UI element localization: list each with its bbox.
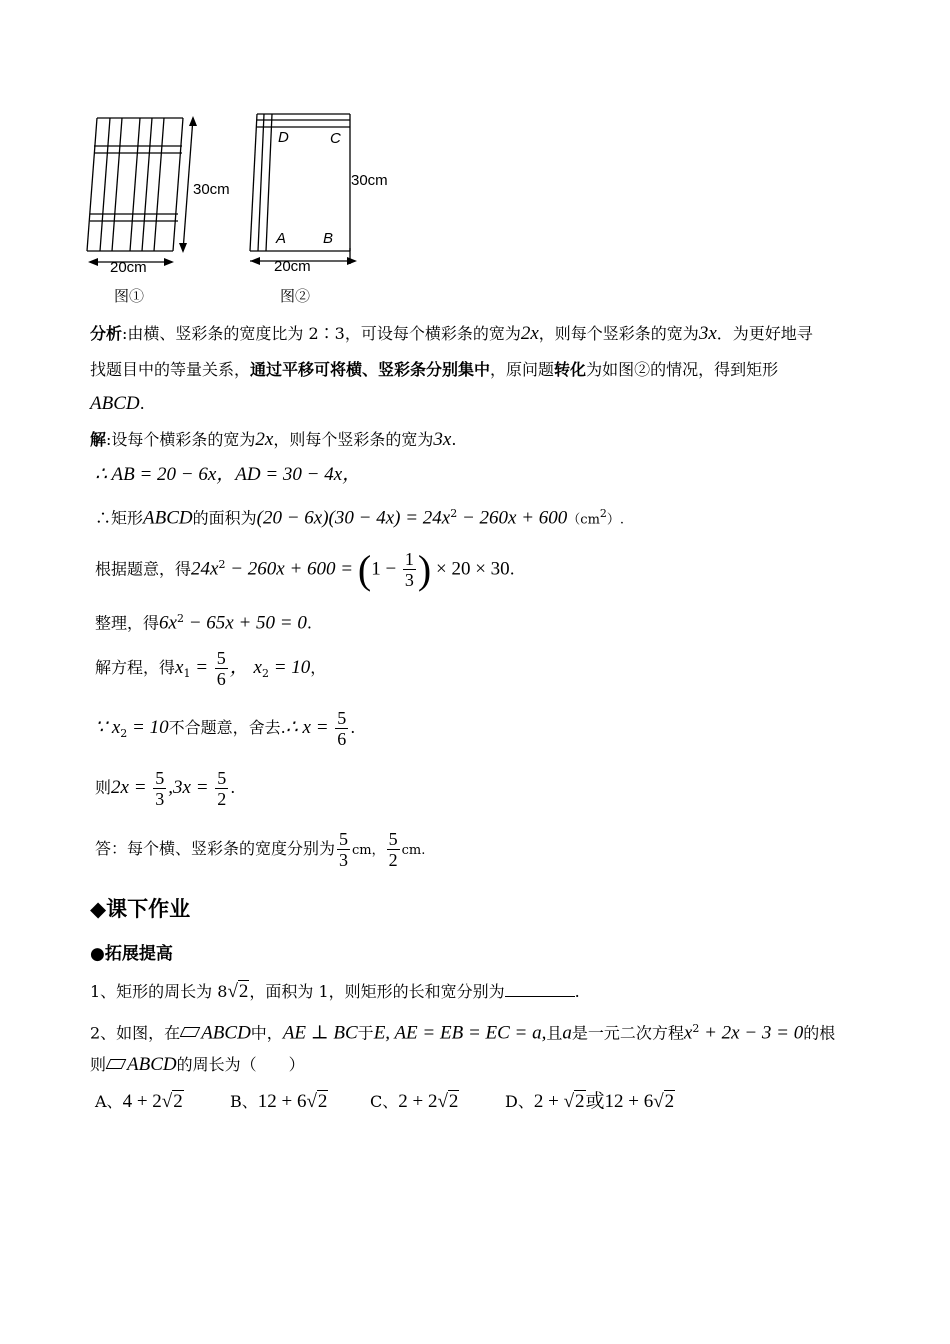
solution-line-1: 解:设每个横彩条的宽为2x，则每个竖彩条的宽为3x. [90, 429, 457, 450]
fraction-one-third: $\frac{1}{3}$ [404, 549, 414, 591]
vertex-d: D [278, 129, 289, 146]
figure-1 [80, 108, 250, 308]
section-subtitle: ●拓展提高 [90, 944, 173, 964]
solution-line-4: 根据题意，得$24x^2 - 260x + 600 = (1$ − $\frac{1}{3}$ ) × 20 × 30. [95, 546, 515, 592]
question-2: 2、如图，在 ABCD中，AE ⊥ BC于E, AE = EB = EC = a,且a是一元二次方程$x^2 + 2x - 3 = 0$的根 [90, 1022, 836, 1044]
option-b[interactable]: B、12 + 6√2 [230, 1091, 328, 1112]
fraction-five-sixths: $\frac{5}{6}$ [216, 648, 226, 689]
solution-answer: 答：每个横、竖彩条的宽度分别为 $\frac{5}{3}$ cm， $\frac{5}{2}$ cm. [95, 829, 426, 870]
fraction-five-halves: $\frac{5}{2}$ [217, 768, 227, 809]
analysis-label: 分析 [90, 324, 123, 343]
question-2-options [95, 1090, 675, 1114]
vertex-a: A [276, 230, 287, 247]
vertex-c: C [330, 130, 341, 147]
solution-line-8: 则2x = $\frac{5}{3}$ ,3x = $\frac{5}{2}$ . [95, 768, 236, 809]
parallelogram-icon [180, 1027, 201, 1037]
option-d[interactable]: D、2 + √2或12 + 6√2 [505, 1091, 675, 1112]
section-title: ◆课下作业 [90, 897, 191, 921]
sqrt-2: √2 [227, 981, 249, 1002]
fig1-height-label: 30cm [193, 181, 230, 198]
solution-line-2: ∴ AB = 20 − 6x，AD = 30 − 4x， [95, 464, 362, 485]
solution-line-3: ∴矩形ABCD的面积为$(20 - 6x)(30 - 4x) = 24x^2 - 260x + 600(cm^2)$. [95, 507, 625, 529]
question-2-cont: 则 ABCD的周长为（ ） [90, 1054, 305, 1075]
figure-2 [240, 108, 400, 278]
solution-line-7: ∵ $x_2 = 10$不合题意，舍去.∴ x = $\frac{5}{6}$ . [95, 708, 356, 749]
solution-line-5: 整理，得$6x^2 - 65x + 50 = 0$. [95, 612, 312, 634]
fraction-five-sixths-2: $\frac{5}{6}$ [337, 708, 347, 749]
fraction-five-thirds-2: $\frac{5}{3}$ [339, 829, 349, 870]
fig2-height-label: 30cm [351, 172, 388, 189]
option-a[interactable]: A、4 + 2√2 [95, 1091, 183, 1112]
question-1: 1、矩形的周长为 8√2，面积为 1，则矩形的长和宽分别为 . [90, 981, 580, 1002]
analysis-line-1: 分析:由横、竖彩条的宽度比为 2∶3，可设每个横彩条的宽为2x，则每个竖彩条的宽为3x．为更好地寻 [90, 323, 813, 344]
fraction-five-halves-2: $\frac{5}{2}$ [388, 829, 398, 870]
fig1-caption: 图① [114, 287, 145, 305]
option-c[interactable]: C、2 + 2√2 [370, 1091, 459, 1112]
analysis-line-3: ABCD. [90, 393, 145, 414]
solution-label: 解 [90, 430, 107, 449]
fraction-five-thirds: $\frac{5}{3}$ [155, 768, 165, 809]
fig1-width-label: 20cm [110, 259, 147, 276]
vertex-b: B [323, 230, 334, 247]
analysis-line-2: 找题目中的等量关系，通过平移可将横、竖彩条分别集中，原问题转化为如图②的情况，得到矩形 [90, 360, 779, 379]
parallelogram-icon-2 [106, 1059, 127, 1069]
fig2-width-label: 20cm [274, 258, 311, 275]
solution-line-6: 解方程，得$x_1$ = $\frac{5}{6}$ ， $x_2 = 10$， [95, 648, 327, 689]
answer-blank[interactable] [505, 982, 575, 997]
fig2-caption: 图② [280, 287, 311, 305]
